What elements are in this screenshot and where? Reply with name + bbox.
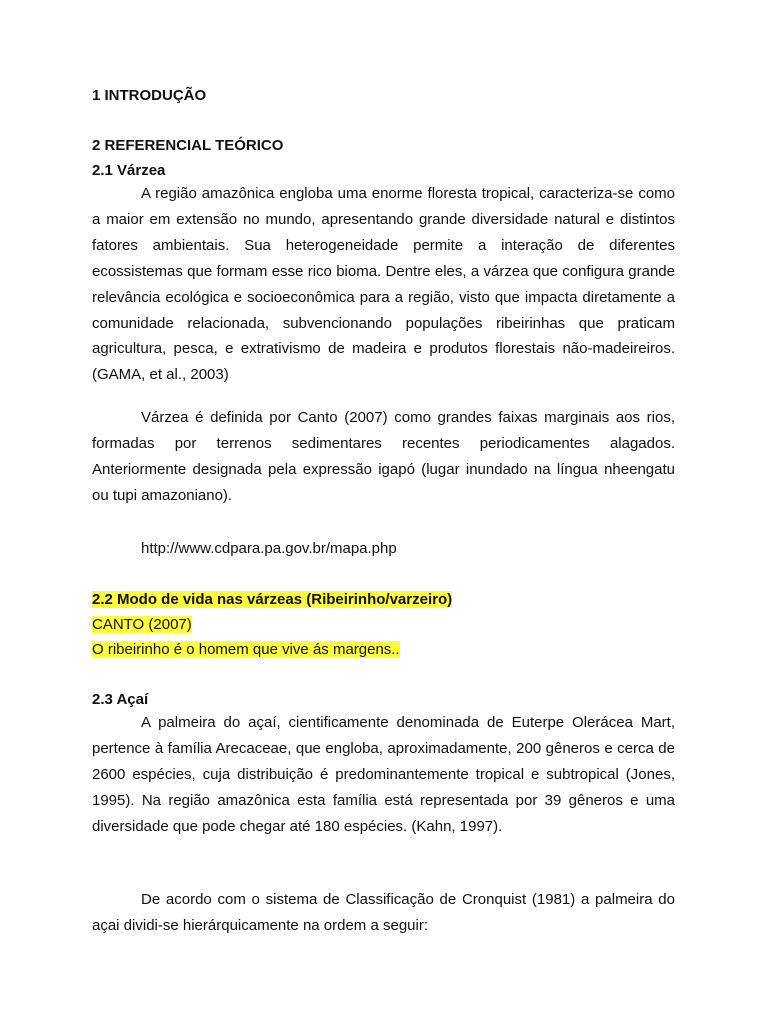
paragraph-varzea-1: A região amazônica engloba uma enorme floresta tropical, caracteriza-se como a maior em extensão no mundo, apresentando grande diversidade natural e distintos fatores ambientais. Sua heterogeneidade permite a interação de diferentes ecossistemas que formam esse rico bioma. Dentre eles, a várzea que configura grande relevância ecológica e socioeconômica para a região, visto que impacta diretamente a comunidade relacionada, subvencionando populações ribeirinhas que praticam agricultura, pesca, e extrativismo de madeira e produtos florestais não-madeireiros. (GAMA, et al., 2003) bbox=[92, 185, 675, 384]
heading-acai: 2.3 Açaí bbox=[92, 691, 149, 708]
heading-referencial-teorico: 2 REFERENCIAL TEÓRICO bbox=[92, 137, 284, 154]
canto-reference: CANTO (2007) bbox=[92, 616, 192, 633]
url-link[interactable]: http://www.cdpara.pa.gov.br/mapa.php bbox=[141, 540, 397, 557]
paragraph-varzea-2: Várzea é definida por Canto (2007) como grandes faixas marginais aos rios, formadas por terrenos sedimentares recentes periodicamentes alagados. Anteriormente designada pela expressão igapó (lugar inundado na língua nheengatu ou tupi amazoniano). bbox=[92, 409, 675, 504]
heading-modo-de-vida: 2.2 Modo de vida nas várzeas (Ribeirinho/varzeiro) bbox=[92, 591, 453, 608]
paragraph-acai-1: A palmeira do açaí, cientificamente denominada de Euterpe Olerácea Mart, pertence à família Arecaceae, que engloba, aproximadamente, 200 gêneros e cerca de 2600 espécies, cuja distribuição é predominantemente tropical e subtropical (Jones, 1995). Na região amazônica esta família está representada por 39 gêneros e uma diversidade que pode chegar até 180 espécies. (Kahn, 1997). bbox=[92, 714, 675, 835]
paragraph-acai-2: De acordo com o sistema de Classificação de Cronquist (1981) a palmeira do açai dividi-se hierárquicamente na ordem a seguir: bbox=[92, 891, 675, 934]
heading-introducao: 1 INTRODUÇÃO bbox=[92, 87, 207, 104]
heading-varzea: 2.1 Várzea bbox=[92, 162, 166, 179]
ribeirinho-note: O ribeirinho é o homem que vive ás margens.. bbox=[92, 641, 400, 658]
